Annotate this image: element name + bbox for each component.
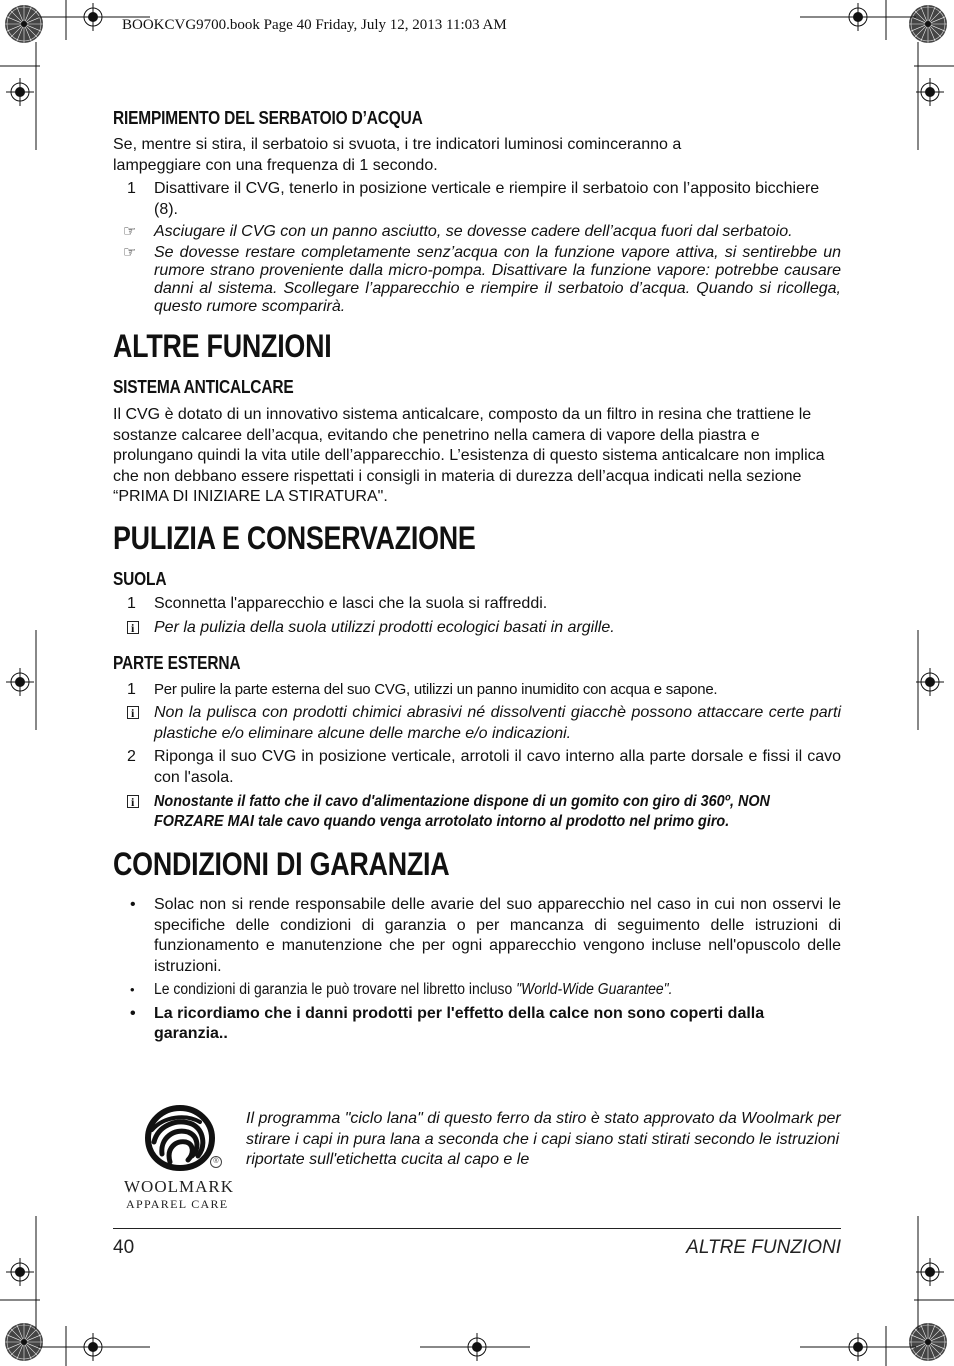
section-title-suola: SUOLA bbox=[113, 568, 167, 589]
chapter-title-altre: ALTRE FUNZIONI bbox=[113, 328, 332, 364]
info-text: Non la pulisca con prodotti chimici abrasivi né dissolventi giacchè possono attaccare certe parti plastiche e/o eliminare alcune delle marche e/o indicazioni. bbox=[154, 704, 841, 742]
page-content bbox=[113, 100, 841, 1045]
bullet-icon: • bbox=[130, 1004, 136, 1022]
page-number: 40 bbox=[113, 1237, 135, 1258]
chapter-title-garanzia: CONDIZIONI DI GARANZIA bbox=[113, 846, 450, 882]
note-text: Se dovesse restare completamente senz’acqua con la funzione vapore attiva, si sentirebbe un rumore strano proveniente dalla micro-pompa. Disattivare la funzione vapore: potrebbe causare danni al sistema. Scollegare l’apparecchio e riempire il serbatoio d’acqua. Quando si ricollega, questo rumore scomparirà. bbox=[154, 244, 841, 315]
pointing-hand-icon: ☞ bbox=[123, 244, 137, 261]
bullet-text: La ricordiamo che i danni prodotti per l'effetto della calce non sono coperti dalla garanzia.. bbox=[154, 1004, 765, 1042]
footer-section-title: ALTRE FUNZIONI bbox=[686, 1237, 841, 1258]
garanzia-bullet-2 bbox=[113, 980, 841, 1001]
garanzia-bullet-3 bbox=[113, 1004, 841, 1045]
step-number: 1 bbox=[127, 680, 136, 698]
water-note-2 bbox=[113, 244, 841, 316]
step-text: Sconnetta l'apparecchio e lasci che la suola si raffreddi. bbox=[154, 594, 548, 612]
info-text: Per la pulizia della suola utilizzi prodotti ecologici basati in argille. bbox=[154, 619, 615, 636]
bullet-text: Solac non si rende responsabile delle avarie del suo apparecchio nel caso in cui non osservi le specifiche delle condizioni di garanzia o per mancanza di seguimento delle istruzioni di funzionamento e manutenzione che per ogni apparecchio vengono incluse nell'opuscolo delle istruzioni. bbox=[154, 896, 841, 975]
step-number: 2 bbox=[127, 748, 136, 765]
water-note-1 bbox=[113, 223, 841, 241]
chapter-title-pulizia: PULIZIA E CONSERVAZIONE bbox=[113, 519, 476, 556]
bullet-icon: • bbox=[130, 982, 135, 997]
esterna-step-2 bbox=[113, 747, 841, 788]
info-icon bbox=[127, 795, 139, 808]
section-title-esterna: PARTE ESTERNA bbox=[113, 652, 241, 673]
anticalcare-text: Il CVG è dotato di un innovativo sistema anticalcare, composto da un filtro in resina che trattiene le sostanze calcaree dell’acqua, evitando che penetrino nella camera di vapore della piastra e prolungano quindi la vita utile dell’apparecchio. L’esistenza di questo sistema anticalcare non implica che non debbano essere rispettati i consigli in materia di durezza dell’acqua indicati nella sezione “PRIMA DI INIZIARE LA STIRATURA". bbox=[113, 406, 825, 505]
info-icon bbox=[127, 621, 139, 634]
bullet-text: Le condizioni di garanzia le può trovare nel libretto incluso bbox=[154, 981, 517, 998]
step-number: 1 bbox=[127, 594, 136, 612]
woolmark-logo-title: WOOLMARK bbox=[124, 1177, 234, 1196]
registered-mark: ® bbox=[210, 1156, 222, 1168]
info-text: Nonostante il fatto che il cavo d'alimentazione dispone di un gomito con giro di 360º, NON FORZARE MAI tale cavo quando venga arrotolato intorno al prodotto nel primo giro. bbox=[154, 793, 770, 830]
step-text: Riponga il suo CVG in posizione verticale, arrotoli il cavo interno alla parte dorsale e fissi il cavo con l'asola. bbox=[154, 748, 841, 786]
water-intro: Se, mentre si stira, il serbatoio si svuota, i tre indicatori luminosi cominceranno a lampeggiare con una frequenza di 1 secondo. bbox=[113, 136, 682, 174]
esterna-info-1 bbox=[113, 703, 841, 744]
woolmark-logo-icon bbox=[140, 1104, 220, 1174]
step-text: Disattivare il CVG, tenerlo in posizione verticale e riempire il serbatoio con l’apposito bicchiere (8). bbox=[154, 180, 820, 218]
note-text: Asciugare il CVG con un panno asciutto, se dovesse cadere dell’acqua fuori dal serbatoio. bbox=[154, 223, 793, 240]
esterna-info-2 bbox=[113, 792, 841, 832]
guarantee-name: "World-Wide Guarantee". bbox=[516, 981, 673, 998]
pointing-hand-icon: ☞ bbox=[123, 223, 137, 240]
section-title-water: RIEMPIMENTO DEL SERBATOIO D’ACQUA bbox=[113, 108, 423, 128]
esterna-step-1 bbox=[113, 680, 841, 701]
section-title-anticalcare: SISTEMA ANTICALCARE bbox=[113, 377, 294, 397]
woolmark-logo-subtitle: APPAREL CARE bbox=[126, 1197, 229, 1211]
footer-divider bbox=[113, 1228, 841, 1229]
water-step-1 bbox=[113, 179, 841, 220]
suola-info-1 bbox=[113, 618, 841, 641]
step-number: 1 bbox=[127, 180, 136, 197]
info-icon bbox=[127, 706, 139, 719]
print-header: BOOKCVG9700.book Page 40 Friday, July 12, 2013 11:03 AM bbox=[122, 17, 507, 33]
step-text: Per pulire la parte esterna del suo CVG, utilizzi un panno inumidito con acqua e sapone. bbox=[154, 680, 718, 698]
garanzia-bullet-1 bbox=[113, 895, 841, 977]
bullet-icon: • bbox=[130, 896, 136, 913]
woolmark-text: Il programma "ciclo lana" di questo ferro da stiro è stato approvato da Woolmark per stirare i capi in pura lana a seconda che i capi siano stati stirati secondo le istruzioni riportate sull'etichetta cucita al capo e le bbox=[246, 1110, 841, 1168]
suola-step-1 bbox=[113, 594, 841, 615]
